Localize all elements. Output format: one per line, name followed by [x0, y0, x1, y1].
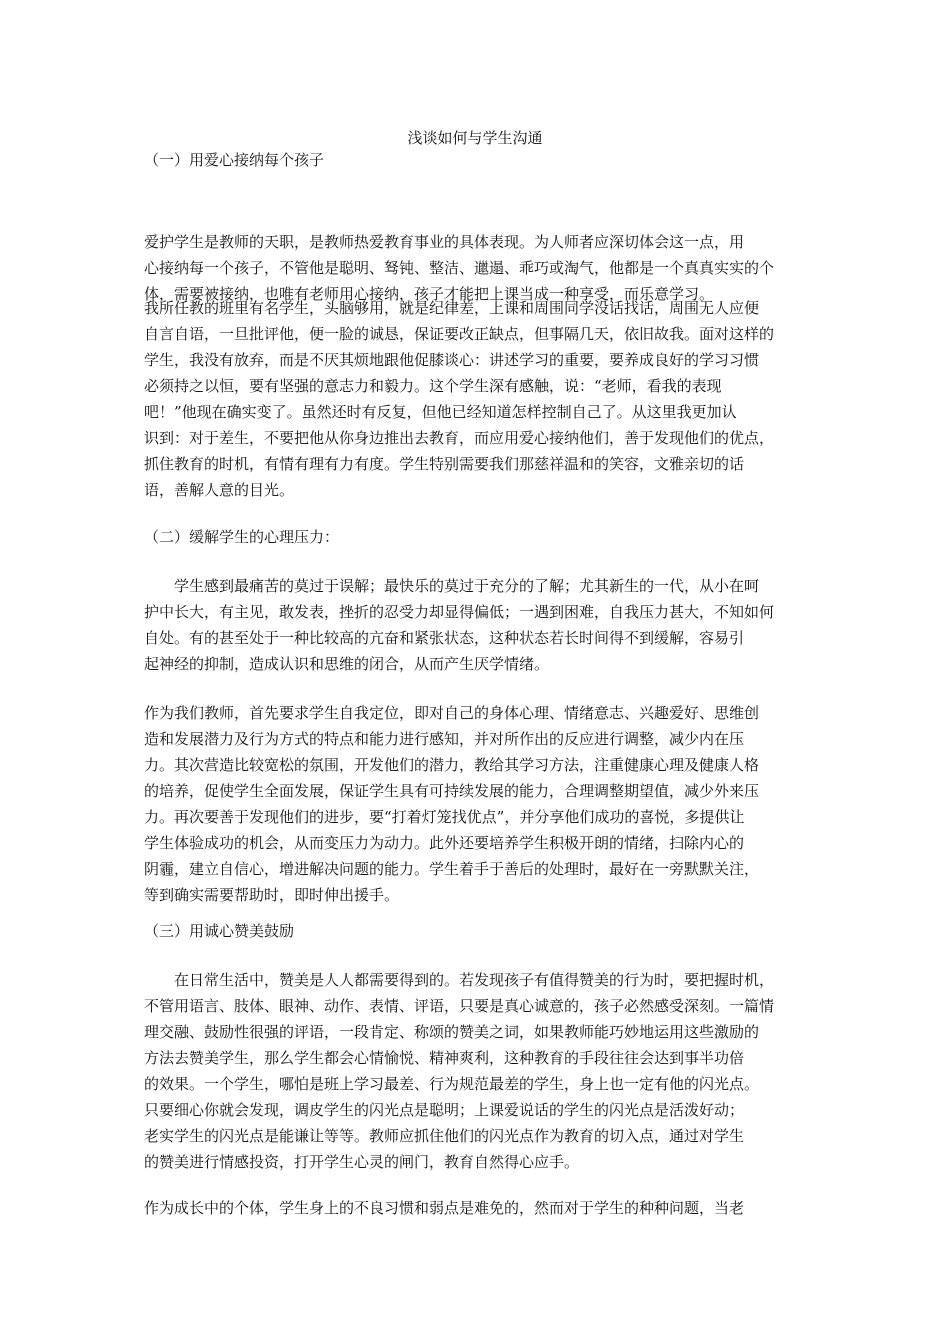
- text-line: 自言自语，一旦批评他，便一脸的诚恳，保证要改正缺点，但事隔几天，依旧故我。面对这样的: [144, 325, 775, 343]
- text-line: 体，需要被接纳，也唯有老师用心接纳，孩子才能把上课当成一种享受，而乐意学习。: [144, 285, 715, 303]
- text-line: 等到确实需要帮助时，即时伸出援手。: [144, 886, 400, 904]
- text-line: 识到：对于差生，不要把他从你身边推出去教育，而应用爱心接纳他们，善于发现他们的优点，: [144, 429, 775, 447]
- text-line: 阴霾，建立自信心，增进解决问题的能力。学生着手于善后的处理时，最好在一旁默默关注，: [144, 860, 760, 878]
- text-line: 护中长大，有主见，敢发表，挫折的忍受力却显得偏低；一遇到困难，自我压力甚大，不知如何: [144, 603, 775, 621]
- text-line: 起神经的抑制，造成认识和思维的闭合，从而产生厌学情绪。: [144, 655, 550, 673]
- paragraph-s3-p1: [144, 967, 804, 1175]
- paragraph-s3-p2: [144, 1195, 804, 1221]
- text-line: 学生感到最痛苦的莫过于误解；最快乐的莫过于充分的了解；尤其新生的一代，从小在呵: [174, 577, 760, 595]
- text-line: 爱护学生是教师的天职，是教师热爱教育事业的具体表现。为人师者应深切体会这一点，用: [144, 233, 745, 251]
- text-line: 造和发展潜力及行为方式的特点和能力进行感知，并对所作出的反应进行调整，减少内在压: [144, 730, 745, 748]
- text-line: 只要细心你就会发现，调皮学生的闪光点是聪明；上课爱说话的学生的闪光点是活泼好动；: [144, 1101, 745, 1119]
- section-heading-1: （一）用爱心接纳每个孩子: [144, 151, 325, 169]
- text-line: 力。再次要善于发现他们的进步，要“打着灯笼找优点”，并分享他们成功的喜悦，多提供让: [144, 808, 745, 826]
- text-line: 自处。有的甚至处于一种比较高的亢奋和紧张状态，这种状态若长时间得不到缓解，容易引: [144, 629, 745, 647]
- text-line: 我所任教的班里有名学生，头脑够用，就是纪律差，上课和周围同学没话找话，周围无人应便: [144, 299, 760, 317]
- text-line: 作为成长中的个体，学生身上的不良习惯和弱点是难免的，然而对于学生的种种问题，当老: [144, 1199, 745, 1217]
- document-title: 浅谈如何与学生沟通: [407, 129, 543, 147]
- text-line: 语，善解人意的目光。: [144, 481, 295, 499]
- text-line: 老实学生的闪光点是能谦让等等。教师应抓住他们的闪光点作为教育的切入点，通过对学生: [144, 1127, 745, 1145]
- text-line: 抓住教育的时机，有情有理有力有度。学生特别需要我们那慈祥温和的笑容，文雅亲切的话: [144, 455, 745, 473]
- section-heading-2: （二）缓解学生的心理压力：: [144, 528, 340, 546]
- text-line: 学生体验成功的机会，从而变压力为动力。此外还要培养学生积极开朗的情绪，扫除内心的: [144, 834, 745, 852]
- text-line: 的赞美进行情感投资，打开学生心灵的闸门，教育自然得心应手。: [144, 1153, 580, 1171]
- text-line: 不管用语言、肢体、眼神、动作、表情、评语，只要是真心诚意的，孩子必然感受深刻。一篇情: [144, 997, 775, 1015]
- text-line: 在日常生活中，赞美是人人都需要得到的。若发现孩子有值得赞美的行为时，要把握时机，: [174, 971, 775, 989]
- paragraph-s2-p2: [144, 700, 804, 908]
- section-heading-3: （三）用诚心赞美鼓励: [144, 922, 295, 940]
- text-line: 吧！”他现在确实变了。虽然还时有反复，但他已经知道怎样控制自己了。从这里我更加认: [144, 403, 737, 421]
- text-line: 力。其次营造比较宽松的氛围，开发他们的潜力，教给其学习方法，注重健康心理及健康人格: [144, 756, 760, 774]
- paragraph-s1-p2: [144, 295, 804, 503]
- text-line: 方法去赞美学生，那么学生都会心情愉悦、精神爽利，这种教育的手段往往会达到事半功倍: [144, 1049, 745, 1067]
- text-line: 作为我们教师，首先要求学生自我定位，即对自己的身体心理、情绪意志、兴趣爱好、思维创: [144, 704, 760, 722]
- text-line: 的培养，促使学生全面发展，保证学生具有可持续发展的能力，合理调整期望值，减少外来压: [144, 782, 760, 800]
- text-line: 理交融、鼓励性很强的评语，一段肯定、称颂的赞美之词，如果教师能巧妙地运用这些激励的: [144, 1023, 760, 1041]
- text-line: 心接纳每一个孩子，不管他是聪明、驽钝、整洁、邋遢、乖巧或淘气，他都是一个真真实实的个: [144, 259, 775, 277]
- text-line: 学生，我没有放弃，而是不厌其烦地跟他促膝谈心：讲述学习的重要，要养成良好的学习习惯: [144, 351, 760, 369]
- paragraph-s2-p1: [144, 573, 804, 677]
- text-line: 必须持之以恒，要有坚强的意志力和毅力。这个学生深有感触，说：“老师，看我的表现: [144, 377, 722, 395]
- text-line: 的效果。一个学生，哪怕是班上学习最差、行为规范最差的学生，身上也一定有他的闪光点。: [144, 1075, 760, 1093]
